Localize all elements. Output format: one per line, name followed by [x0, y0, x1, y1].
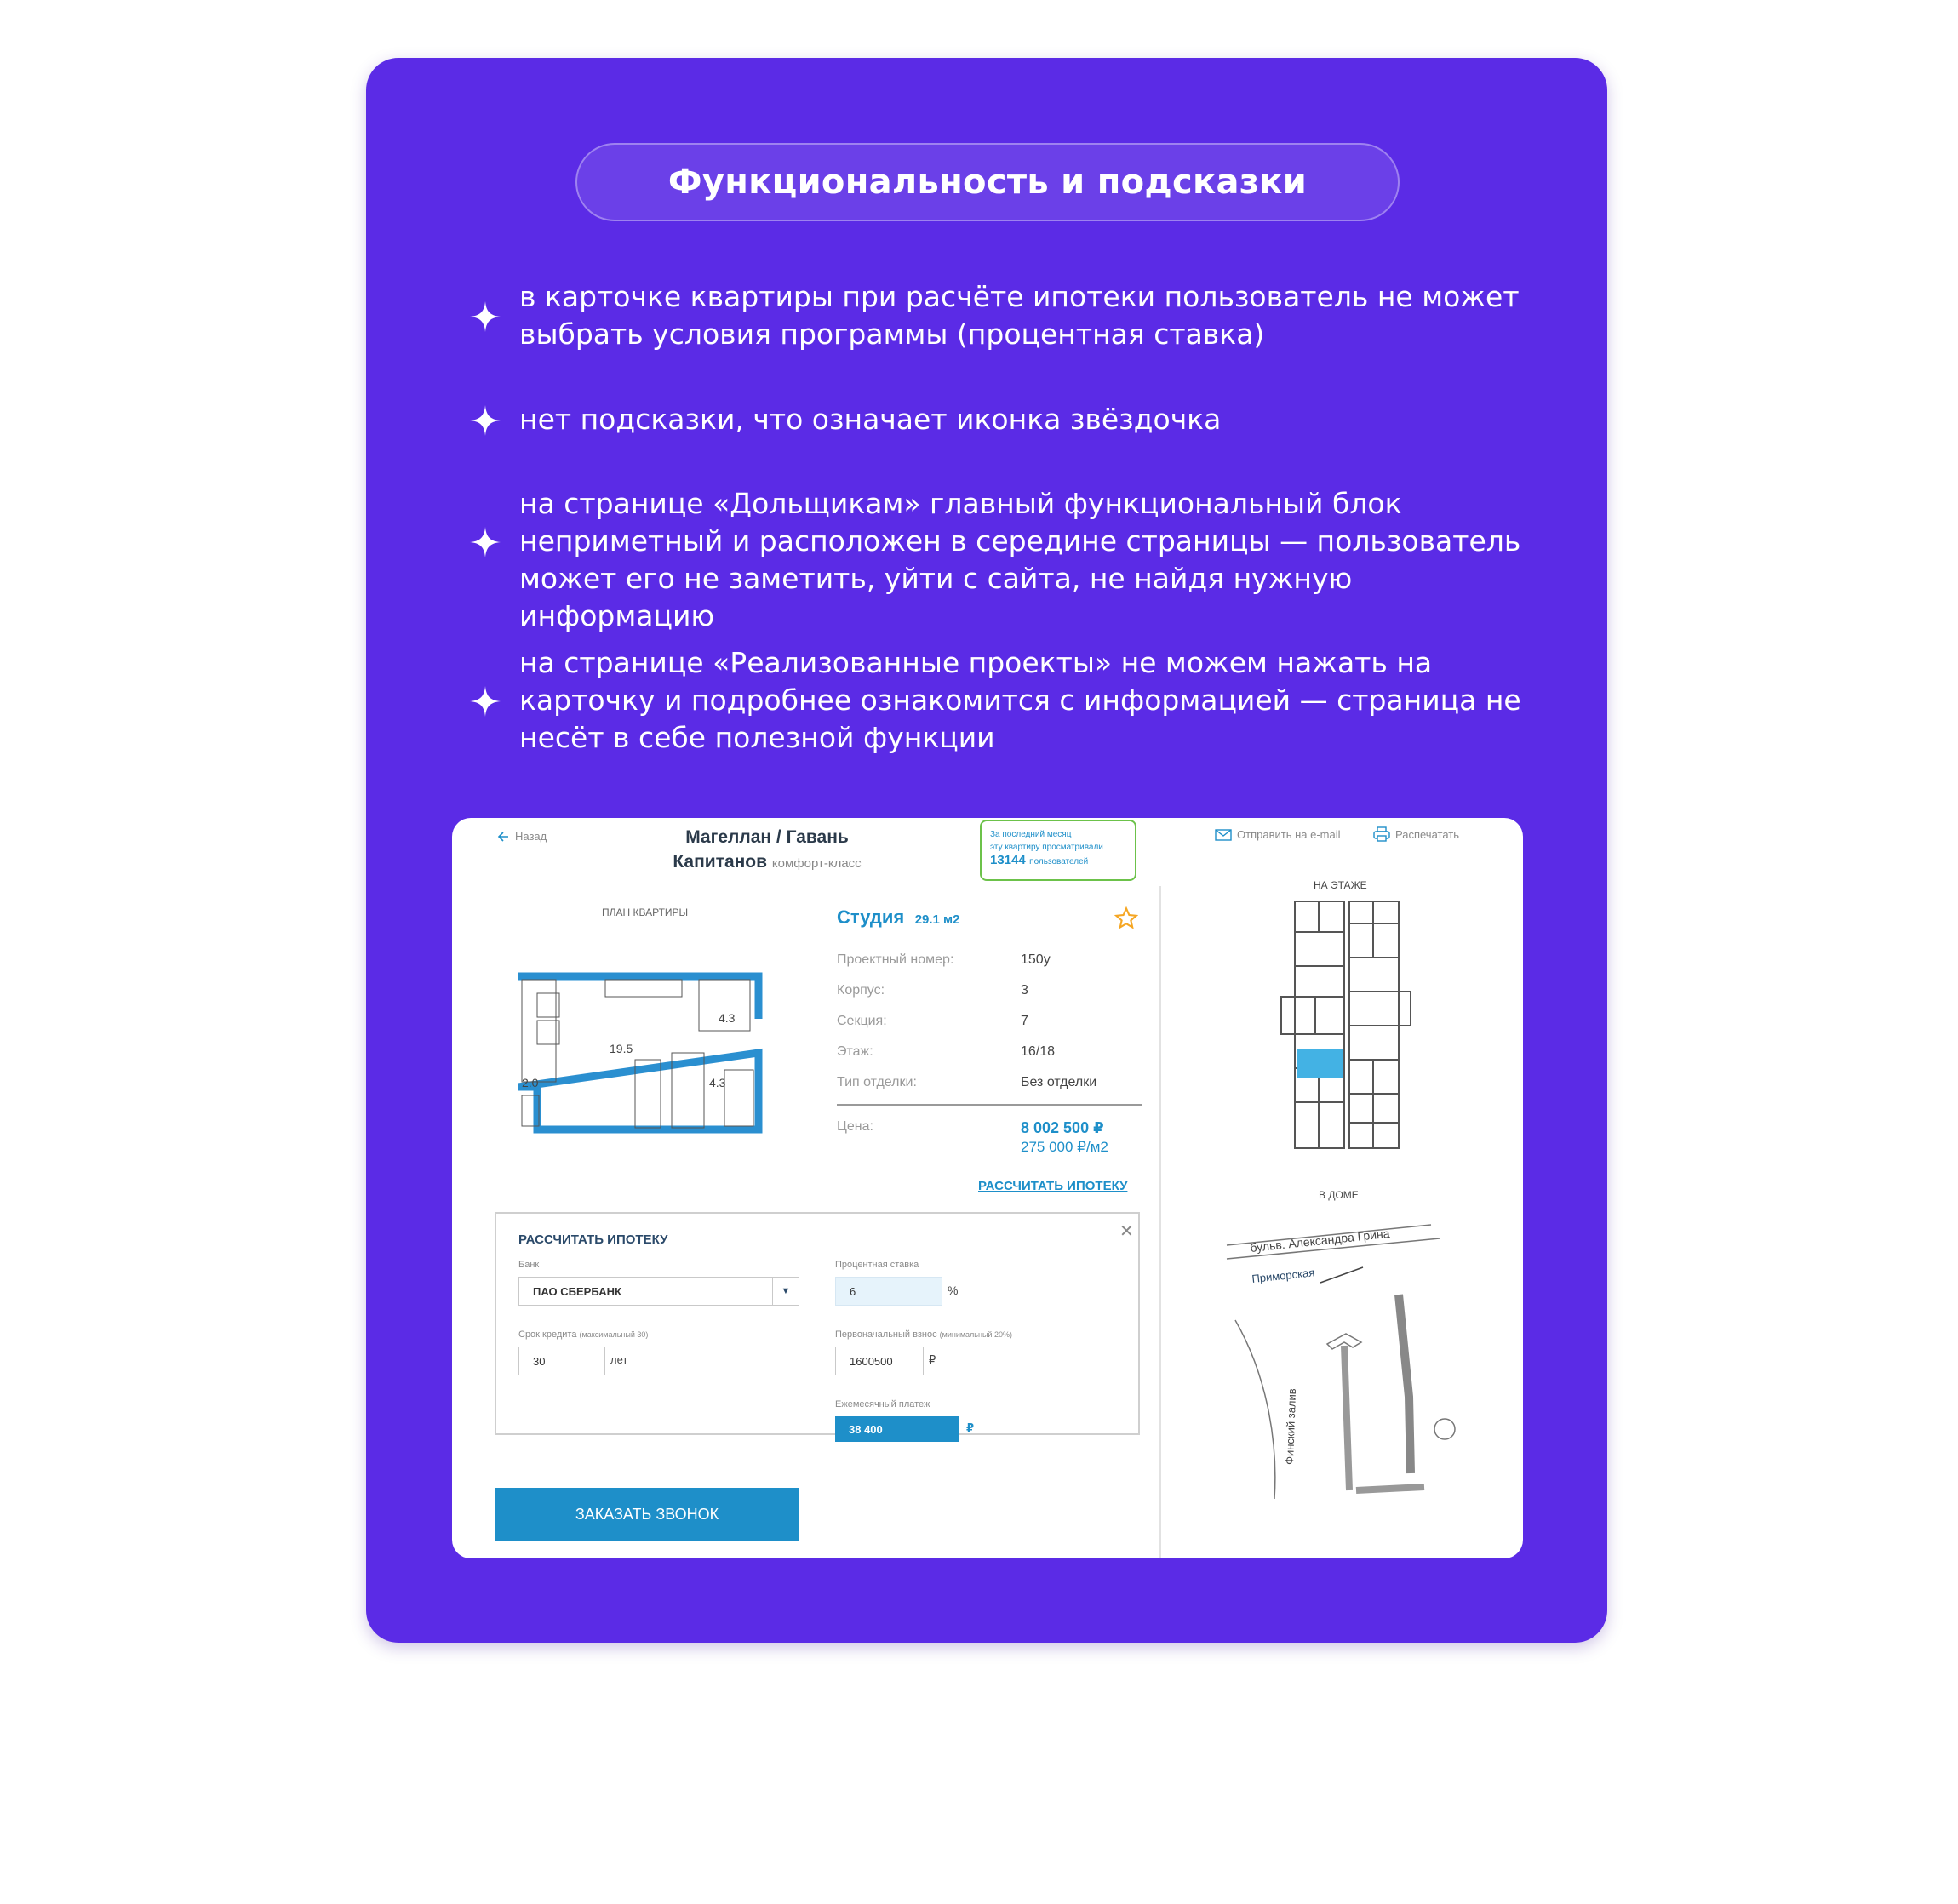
apartment-type: Студия 29.1 м2	[837, 906, 960, 928]
order-call-button[interactable]: ЗАКАЗАТЬ ЗВОНОК	[495, 1488, 799, 1541]
apartment-card-screenshot	[452, 818, 1523, 1558]
section-title-pill	[575, 143, 1400, 221]
term-input[interactable]: 30	[518, 1347, 605, 1375]
term-unit: лет	[610, 1353, 628, 1366]
price-per-m2: 275 000 ₽/м2	[1021, 1139, 1108, 1155]
room-area-bath: 4.3	[709, 1076, 726, 1089]
floor-schematic	[1276, 898, 1412, 1153]
room-area-kitchen: 4.3	[719, 1011, 736, 1025]
mortgage-calculator	[495, 1212, 1140, 1435]
bullet-text: на странице «Реализованные проекты» не можем нажать на карточку и подробнее ознакомится с информацией — страница не несёт в себе полезной функции	[519, 646, 1521, 754]
prop-label: Проектный номер:	[837, 952, 954, 967]
room-area-hall: 2.0	[522, 1076, 539, 1089]
mortgage-title: РАССЧИТАТЬ ИПОТЕКУ	[518, 1232, 668, 1247]
selected-apartment-highlight	[1297, 1049, 1343, 1078]
down-payment-label: Первоначальный взнос (минимальный 20%)	[835, 1329, 1012, 1340]
prop-label: Секция:	[837, 1014, 887, 1028]
prop-value: 16/18	[1021, 1044, 1056, 1059]
rate-unit: %	[948, 1284, 959, 1297]
plan-label: ПЛАН КВАРТИРЫ	[602, 906, 689, 918]
bank-label: Банк	[518, 1260, 540, 1270]
sparkle-icon	[470, 301, 501, 332]
prop-value: Без отделки	[1021, 1075, 1097, 1089]
back-link[interactable]: Назад	[496, 830, 547, 843]
price-label: Цена:	[837, 1119, 873, 1134]
prop-label: Корпус:	[837, 983, 885, 998]
on-floor-label: НА ЭТАЖЕ	[1314, 879, 1367, 891]
bullet-text: в карточке квартиры при расчёте ипотеки пользователь не может выбрать условия программы (процентная ставка)	[519, 280, 1520, 351]
down-payment-unit: ₽	[929, 1353, 936, 1366]
bank-select[interactable]: ПАО СБЕРБАНК ▼	[518, 1277, 799, 1306]
calc-mortgage-link[interactable]: РАССЧИТАТЬ ИПОТЕКУ	[978, 1179, 1128, 1193]
down-payment-input[interactable]: 1600500	[835, 1347, 924, 1375]
close-icon[interactable]: ✕	[1119, 1222, 1134, 1241]
views-counter-badge: За последний месяц эту квартиру просматривали 13144 пользователей	[980, 820, 1136, 881]
prop-value: 7	[1021, 1014, 1028, 1028]
project-title: Магеллан / Гавань Капитанов комфорт-класс	[673, 827, 862, 872]
location-map	[1218, 1209, 1474, 1516]
prop-label: Тип отделки:	[837, 1075, 917, 1089]
floor-plan-drawing	[512, 968, 767, 1138]
sparkle-icon	[470, 405, 501, 436]
mail-icon	[1215, 829, 1232, 841]
payment-label: Ежемесячный платеж	[835, 1399, 930, 1409]
map-gulf-label: Финский залив	[1283, 1388, 1299, 1466]
sparkle-icon	[470, 686, 501, 717]
print-link[interactable]: Распечатать	[1373, 826, 1459, 842]
bullet-text: на странице «Дольщикам» главный функциональный блок неприметный и расположен в середине страницы — пользователь может его не заметить, уйти с сайта, не найдя нужную информацию	[519, 487, 1521, 632]
bullet-text: нет подсказки, что означает иконка звёздочка	[519, 403, 1222, 436]
rate-input[interactable]: 6	[835, 1277, 942, 1306]
map-street-label: бульв. Александра Грина	[1249, 1226, 1391, 1255]
rate-label: Процентная ставка	[835, 1260, 919, 1270]
price-value: 8 002 500 ₽	[1021, 1119, 1104, 1136]
section-title: Функциональность и подсказки	[667, 163, 1308, 202]
prop-value: 150у	[1021, 952, 1051, 967]
in-house-label: В ДОМЕ	[1319, 1189, 1359, 1201]
room-area-main: 19.5	[610, 1042, 633, 1055]
payment-unit: ₽	[966, 1421, 975, 1434]
prop-label: Этаж:	[837, 1044, 873, 1059]
send-email-link[interactable]: Отправить на e-mail	[1215, 828, 1341, 841]
prop-value: 3	[1021, 983, 1028, 998]
column-divider	[1159, 886, 1161, 1558]
back-arrow-icon	[496, 831, 510, 843]
printer-icon	[1373, 826, 1390, 842]
price-divider	[837, 1104, 1142, 1106]
monthly-payment-output: 38 400	[835, 1416, 959, 1442]
sparkle-icon	[470, 527, 501, 557]
chevron-down-icon: ▼	[772, 1278, 799, 1305]
map-metro-label: Приморская	[1251, 1266, 1315, 1285]
term-label: Срок кредита (максимальный 30)	[518, 1329, 649, 1340]
favorite-star-icon[interactable]	[1114, 906, 1138, 930]
